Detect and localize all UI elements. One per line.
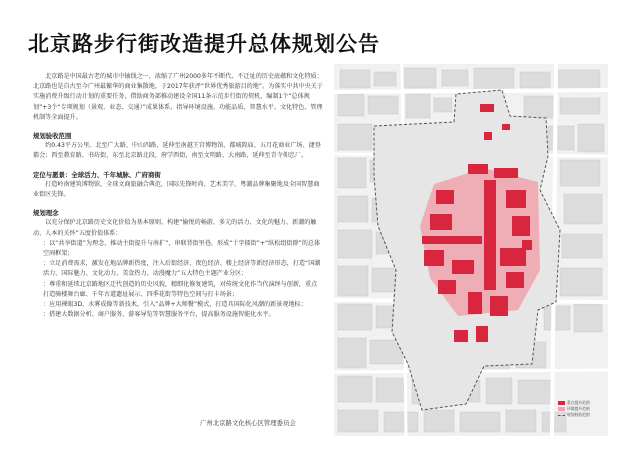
concept-item: ：尊重和延续北京路地区迁代创造的历史风貌，精细化修复建筑，对传统文化作当代演绎与创新，重点打造骑楼舞台廊、千年古道遗址展示、四季花街等特色空间与打卡场景； (43, 280, 318, 298)
legend-swatch-environment (558, 407, 565, 411)
section-heading-scope: 规划验收范围 (33, 132, 72, 141)
key-improvement-block (494, 168, 518, 178)
section-heading-concept: 规划理念 (33, 209, 59, 218)
key-improvement-block (484, 180, 496, 290)
map-legend (558, 400, 602, 418)
key-improvement-block (506, 272, 524, 288)
key-improvement-block (522, 240, 532, 250)
intro-paragraph: 北京路是中国最古老的城市中轴线之一，浓缩了广州2000多年不断代、不迁址的历史底蕴和文化特质；北京路也是自古至今广州最繁华的商业集散地，于2017年获评“世界优秀旅游目的地”。为落实中共中央关于实施消费升级行动计划的重要任务，借助商务部推动建设全国11条示范步行街的契机，编制1个“总体规划”+3个“专项规划（景观、业态、交通）”成果体系，指导环境设施、功能品质、智慧水平、文化特色、管理机制等全面提升。 (33, 73, 323, 121)
key-improvement-block (490, 296, 508, 316)
planning-map (334, 64, 608, 436)
legend-label-key: 重点提升范围 (567, 400, 590, 405)
planning-map-drawing (334, 64, 608, 436)
key-improvement-block (422, 236, 482, 244)
concept-item: ：应用裸眼3D、水雾成像等新技术，引入“品牌+大师餐”模式，打造具国际化风潮的新景观地标； (43, 301, 307, 309)
legend-swatch-key (558, 401, 565, 405)
key-improvement-block (438, 280, 456, 294)
key-improvement-block (484, 132, 492, 140)
key-improvement-block (512, 216, 530, 236)
issuer-footer: 广州北京路文化核心区管理委员会 (200, 419, 296, 427)
section-heading-positioning: 定位与愿景：全球活力、千年城脉、广府商街 (33, 170, 161, 179)
key-improvement-block (468, 292, 482, 314)
concept-item: ：搭建大数据分析、商户服务、游客导览等智慧服务平台，提高服务设施智能化水平。 (43, 311, 275, 319)
concept-item: ：以“共享街道”为理念，推动主街提升与南扩”，串联背街里巷，形成“十字擂街”+“纵松组街群”的总体空间框架； (43, 239, 321, 258)
concept-paragraph: 以充分保护北京路历史文化价值为基本原则，构建“愉悦的畅游、多元的活力、文化的魅力、新潮的触动、人本的关怀”五度价值体系： (33, 219, 317, 237)
page-title: 北京路步行街改造提升总体规划公告 (28, 32, 380, 56)
key-improvement-block (436, 190, 454, 204)
positioning-paragraph: 打造岭南建筑博物馆，全球文商旅融合典范，国际先锋时尚、艺术美学、粤潮品牌集聚地及全国智慧商业街区先锋。 (33, 180, 320, 199)
key-improvement-block (476, 326, 488, 342)
key-improvement-block (430, 214, 452, 230)
key-improvement-block (506, 190, 526, 208)
legend-label-scope: 规划验收范围 (567, 412, 590, 417)
key-improvement-block (424, 250, 444, 266)
legend-swatch-scope (558, 415, 565, 416)
concept-item: ：立足消费需求，激发在地品牌新热度，注入后街经济、夜色经济、楼上经济等新经济形态，打造“国潮活力、国际魅力、文化动力、美食热力、动漫魔力”五大特色主题产业分区； (43, 260, 321, 278)
scope-paragraph: 约0.43平方公里。北至广大路、中山四路，延伸至南越王宫博物馆、都城隍庙、五月花商业广场、捷登都会；西至教育路、书坊街，东至北京路北段，府学西街，南至文明路、大南路，延伸至青寺仰忠厂。 (33, 142, 321, 160)
key-improvement-block (502, 124, 510, 130)
key-improvement-block (500, 248, 526, 266)
key-improvement-block (452, 260, 474, 274)
legend-label-environment: 环境提升范围 (567, 406, 590, 411)
key-improvement-block (454, 330, 468, 342)
key-improvement-block (480, 104, 494, 112)
announcement-text (33, 72, 323, 320)
key-improvement-block (468, 164, 488, 174)
legend-item-scope (558, 412, 602, 418)
